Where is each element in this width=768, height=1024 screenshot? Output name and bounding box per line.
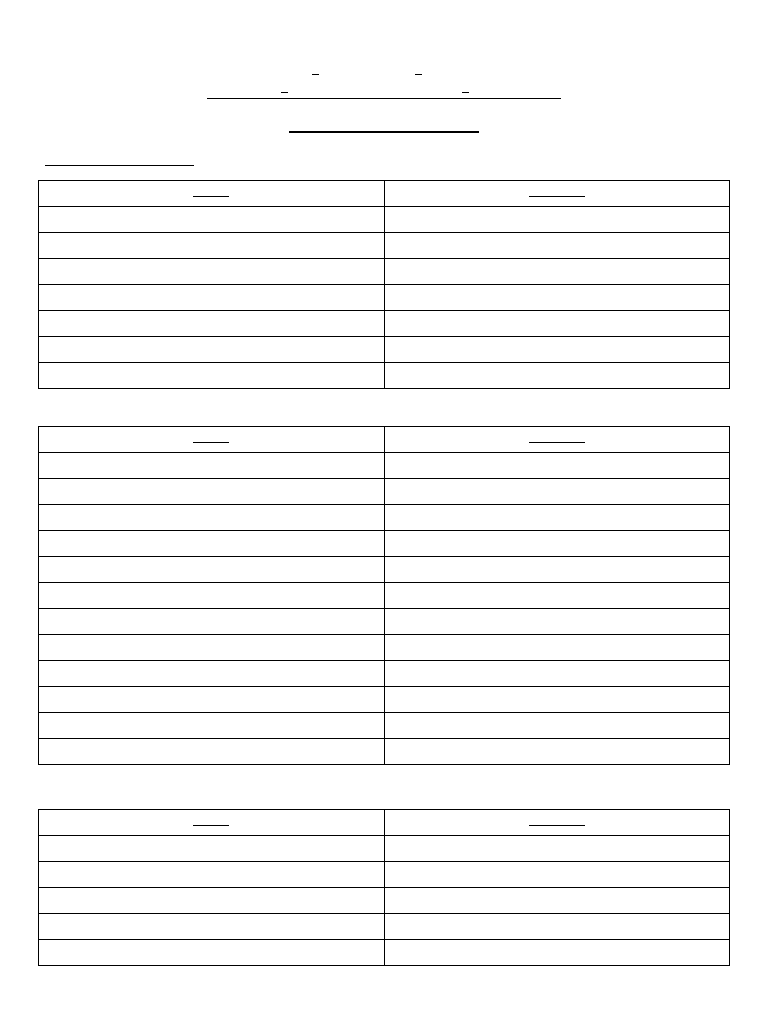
table-cell[interactable] xyxy=(384,888,730,914)
table-cell[interactable] xyxy=(384,453,730,479)
table-cell[interactable] xyxy=(384,836,730,862)
table-cell[interactable] xyxy=(39,453,385,479)
form-table-2 xyxy=(38,426,730,765)
table-cell[interactable] xyxy=(39,337,385,363)
table-row[interactable] xyxy=(39,337,730,363)
table-cell[interactable] xyxy=(39,311,385,337)
table-cell[interactable] xyxy=(39,687,385,713)
table-row[interactable] xyxy=(39,363,730,389)
table-row[interactable] xyxy=(39,713,730,739)
table-cell[interactable] xyxy=(39,914,385,940)
table-cell[interactable] xyxy=(384,661,730,687)
table-cell[interactable] xyxy=(39,505,385,531)
table-cell[interactable] xyxy=(39,713,385,739)
table-cell[interactable] xyxy=(39,661,385,687)
table-cell[interactable] xyxy=(384,862,730,888)
table-row[interactable] xyxy=(39,259,730,285)
table-row[interactable] xyxy=(39,888,730,914)
table-row[interactable] xyxy=(39,739,730,765)
table-cell[interactable] xyxy=(384,363,730,389)
table-row[interactable] xyxy=(39,505,730,531)
table-cell[interactable] xyxy=(384,207,730,233)
table-cell[interactable] xyxy=(39,233,385,259)
table-row[interactable] xyxy=(39,940,730,966)
table-header-row xyxy=(39,427,730,453)
table-cell[interactable] xyxy=(384,233,730,259)
table-cell[interactable] xyxy=(384,557,730,583)
table-cell[interactable] xyxy=(39,635,385,661)
table-row[interactable] xyxy=(39,311,730,337)
table-row[interactable] xyxy=(39,687,730,713)
table-cell[interactable] xyxy=(39,888,385,914)
table-row[interactable] xyxy=(39,661,730,687)
table-cell[interactable] xyxy=(384,583,730,609)
table-cell[interactable] xyxy=(384,940,730,966)
table-cell[interactable] xyxy=(39,259,385,285)
header-blank xyxy=(529,442,585,443)
table-row[interactable] xyxy=(39,836,730,862)
table-row[interactable] xyxy=(39,583,730,609)
header-blank xyxy=(193,196,229,197)
table-cell[interactable] xyxy=(384,739,730,765)
form-table-3 xyxy=(38,809,730,966)
header-blank xyxy=(529,825,585,826)
table-cell[interactable] xyxy=(39,479,385,505)
table-cell[interactable] xyxy=(39,363,385,389)
table-cell[interactable] xyxy=(39,836,385,862)
table-cell[interactable] xyxy=(384,259,730,285)
column-header xyxy=(39,181,385,207)
table-cell[interactable] xyxy=(39,207,385,233)
table-cell[interactable] xyxy=(384,337,730,363)
column-header xyxy=(384,427,730,453)
table-row[interactable] xyxy=(39,453,730,479)
form-table-1 xyxy=(38,180,730,389)
header-blank xyxy=(193,825,229,826)
title-underline xyxy=(289,131,479,133)
table-cell[interactable] xyxy=(384,713,730,739)
dash-mark xyxy=(462,92,469,93)
table-cell[interactable] xyxy=(384,311,730,337)
column-header xyxy=(39,810,385,836)
table-row[interactable] xyxy=(39,233,730,259)
table-cell[interactable] xyxy=(39,739,385,765)
table-row[interactable] xyxy=(39,207,730,233)
column-header xyxy=(384,810,730,836)
header-rule xyxy=(207,98,561,99)
table-cell[interactable] xyxy=(39,862,385,888)
column-header xyxy=(384,181,730,207)
table-cell[interactable] xyxy=(384,479,730,505)
dash-mark xyxy=(281,92,288,93)
dash-mark xyxy=(415,74,422,75)
table-cell[interactable] xyxy=(39,285,385,311)
table-header-row xyxy=(39,181,730,207)
section-label-underline xyxy=(45,165,194,166)
table-row[interactable] xyxy=(39,557,730,583)
table-cell[interactable] xyxy=(384,609,730,635)
table-row[interactable] xyxy=(39,635,730,661)
table-row[interactable] xyxy=(39,479,730,505)
column-header xyxy=(39,427,385,453)
table-row[interactable] xyxy=(39,914,730,940)
table-cell[interactable] xyxy=(39,531,385,557)
table-cell[interactable] xyxy=(39,609,385,635)
table-cell[interactable] xyxy=(384,505,730,531)
table-row[interactable] xyxy=(39,862,730,888)
table-cell[interactable] xyxy=(384,914,730,940)
table-cell[interactable] xyxy=(39,940,385,966)
table-row[interactable] xyxy=(39,531,730,557)
table-header-row xyxy=(39,810,730,836)
header-blank xyxy=(529,196,585,197)
table-cell[interactable] xyxy=(384,687,730,713)
table-row[interactable] xyxy=(39,609,730,635)
table-cell[interactable] xyxy=(384,285,730,311)
table-cell[interactable] xyxy=(39,557,385,583)
table-cell[interactable] xyxy=(39,583,385,609)
header-blank xyxy=(193,442,229,443)
dash-mark xyxy=(312,74,319,75)
table-cell[interactable] xyxy=(384,635,730,661)
table-row[interactable] xyxy=(39,285,730,311)
table-cell[interactable] xyxy=(384,531,730,557)
